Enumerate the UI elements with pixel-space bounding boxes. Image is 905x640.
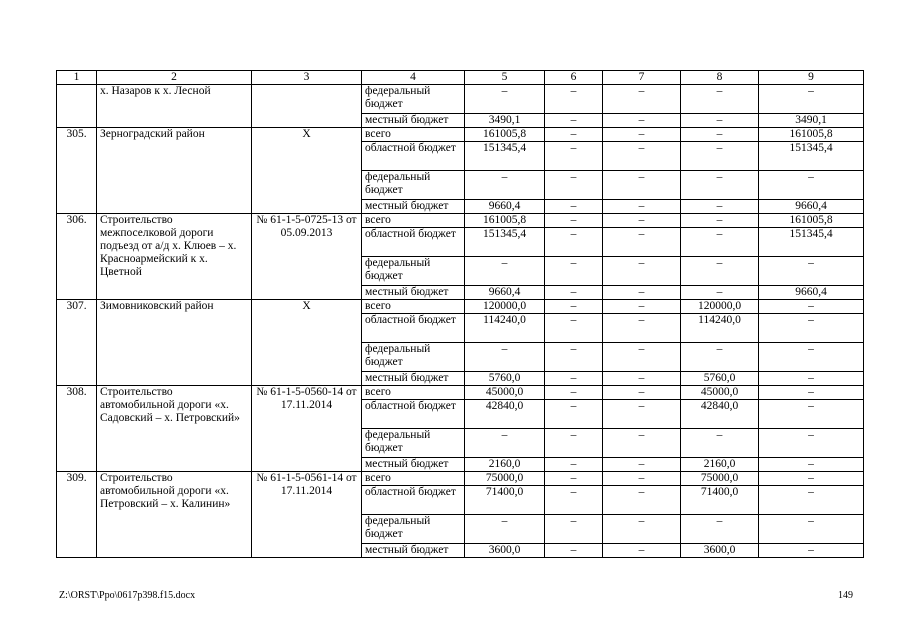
value-cell: – [681, 114, 759, 128]
value-cell: – [545, 472, 603, 486]
value-cell: – [545, 142, 603, 171]
row-number: 305. [57, 128, 97, 214]
funding-source: всего [362, 214, 465, 228]
value-cell: – [545, 372, 603, 386]
row-number: 309. [57, 472, 97, 558]
row-number: 307. [57, 300, 97, 386]
value-cell: – [759, 400, 864, 429]
value-cell: 9660,4 [759, 200, 864, 214]
value-cell: – [759, 85, 864, 114]
value-cell: 151345,4 [759, 142, 864, 171]
value-cell: 42840,0 [465, 400, 545, 429]
value-cell: – [681, 214, 759, 228]
value-cell: – [759, 386, 864, 400]
value-cell: 114240,0 [681, 314, 759, 343]
funding-source: областной бюджет [362, 314, 465, 343]
value-cell: – [603, 300, 681, 314]
value-cell: – [681, 128, 759, 142]
value-cell: 161005,8 [759, 128, 864, 142]
table-row [57, 85, 864, 114]
permit-number: № 61-1-5-0561-14 от 17.11.2014 [252, 472, 362, 558]
col-header: 9 [759, 71, 864, 85]
value-cell: – [545, 400, 603, 429]
value-cell: – [465, 171, 545, 200]
value-cell: – [681, 257, 759, 286]
value-cell: 75000,0 [465, 472, 545, 486]
object-name: х. Назаров к х. Лесной [97, 85, 252, 128]
value-cell: – [545, 458, 603, 472]
value-cell: 9660,4 [759, 286, 864, 300]
row-number: 306. [57, 214, 97, 300]
value-cell: – [603, 386, 681, 400]
value-cell: 3600,0 [465, 544, 545, 558]
permit-number: № 61-1-5-0560-14 от 17.11.2014 [252, 386, 362, 472]
funding-source: всего [362, 300, 465, 314]
value-cell: – [545, 544, 603, 558]
value-cell: – [545, 114, 603, 128]
value-cell: – [603, 429, 681, 458]
value-cell: – [759, 544, 864, 558]
col-header: 2 [97, 71, 252, 85]
funding-source: местный бюджет [362, 286, 465, 300]
value-cell: – [681, 85, 759, 114]
value-cell: – [759, 472, 864, 486]
value-cell: 45000,0 [681, 386, 759, 400]
value-cell: – [759, 486, 864, 515]
value-cell: 114240,0 [465, 314, 545, 343]
funding-source: всего [362, 386, 465, 400]
value-cell: – [603, 200, 681, 214]
value-cell: – [603, 372, 681, 386]
value-cell: – [603, 214, 681, 228]
value-cell: – [681, 200, 759, 214]
value-cell: 42840,0 [681, 400, 759, 429]
value-cell: 5760,0 [465, 372, 545, 386]
value-cell: – [465, 85, 545, 114]
funding-source: областной бюджет [362, 486, 465, 515]
value-cell: – [759, 171, 864, 200]
funding-source: федеральный бюджет [362, 171, 465, 200]
value-cell: – [545, 314, 603, 343]
permit-number [252, 85, 362, 128]
value-cell: – [603, 458, 681, 472]
value-cell: – [545, 429, 603, 458]
header-row [57, 71, 864, 85]
value-cell: – [681, 228, 759, 257]
value-cell: 5760,0 [681, 372, 759, 386]
funding-source: местный бюджет [362, 114, 465, 128]
funding-source: местный бюджет [362, 458, 465, 472]
col-header: 7 [603, 71, 681, 85]
value-cell: 71400,0 [681, 486, 759, 515]
value-cell: – [603, 142, 681, 171]
value-cell: 9660,4 [465, 286, 545, 300]
value-cell: – [465, 343, 545, 372]
value-cell: 45000,0 [465, 386, 545, 400]
value-cell: – [545, 171, 603, 200]
table-row [57, 300, 864, 314]
value-cell: – [465, 257, 545, 286]
value-cell: – [759, 458, 864, 472]
funding-source: федеральный бюджет [362, 343, 465, 372]
col-header: 8 [681, 71, 759, 85]
value-cell: – [603, 472, 681, 486]
permit-number: № 61-1-5-0725-13 от 05.09.2013 [252, 214, 362, 300]
value-cell: – [759, 429, 864, 458]
value-cell: 3600,0 [681, 544, 759, 558]
col-header: 5 [465, 71, 545, 85]
col-header: 6 [545, 71, 603, 85]
value-cell: – [603, 228, 681, 257]
funding-source: всего [362, 472, 465, 486]
value-cell: 9660,4 [465, 200, 545, 214]
table-row [57, 472, 864, 486]
value-cell: 71400,0 [465, 486, 545, 515]
value-cell: – [759, 515, 864, 544]
value-cell: – [681, 286, 759, 300]
funding-source: областной бюджет [362, 142, 465, 171]
table-row [57, 214, 864, 228]
budget-table [56, 70, 864, 558]
permit-number: Х [252, 300, 362, 386]
value-cell: – [465, 429, 545, 458]
funding-source: местный бюджет [362, 544, 465, 558]
value-cell: 151345,4 [465, 142, 545, 171]
value-cell: 120000,0 [681, 300, 759, 314]
row-number: 308. [57, 386, 97, 472]
value-cell: 75000,0 [681, 472, 759, 486]
value-cell: – [603, 343, 681, 372]
value-cell: 151345,4 [465, 228, 545, 257]
value-cell: – [545, 214, 603, 228]
object-name: Строительство автомобильной дороги «х. Петровский – х. Калинин» [97, 472, 252, 558]
value-cell: 161005,8 [465, 214, 545, 228]
funding-source: федеральный бюджет [362, 429, 465, 458]
value-cell: – [545, 286, 603, 300]
value-cell: 120000,0 [465, 300, 545, 314]
table-row [57, 128, 864, 142]
value-cell: – [681, 343, 759, 372]
funding-source: всего [362, 128, 465, 142]
value-cell: – [545, 128, 603, 142]
funding-source: местный бюджет [362, 372, 465, 386]
object-name: Зерноградский район [97, 128, 252, 214]
funding-source: местный бюджет [362, 200, 465, 214]
value-cell: – [603, 314, 681, 343]
funding-source: федеральный бюджет [362, 257, 465, 286]
value-cell: – [681, 171, 759, 200]
value-cell: – [545, 486, 603, 515]
funding-source: областной бюджет [362, 228, 465, 257]
value-cell: – [603, 515, 681, 544]
value-cell: – [603, 128, 681, 142]
object-name: Строительство межпоселковой дороги подъезд от а/д х. Клюев – х. Красноармейский к х. Цветной [97, 214, 252, 300]
value-cell: – [759, 300, 864, 314]
value-cell: 3490,1 [465, 114, 545, 128]
value-cell: – [603, 257, 681, 286]
object-name: Строительство автомобильной дороги «х. Садовский – х. Петровский» [97, 386, 252, 472]
value-cell: – [759, 257, 864, 286]
value-cell: – [545, 343, 603, 372]
object-name: Зимовниковский район [97, 300, 252, 386]
col-header: 3 [252, 71, 362, 85]
value-cell: – [681, 515, 759, 544]
value-cell: – [759, 372, 864, 386]
value-cell: 3490,1 [759, 114, 864, 128]
value-cell: – [545, 386, 603, 400]
funding-source: федеральный бюджет [362, 515, 465, 544]
table-row [57, 386, 864, 400]
value-cell: – [545, 300, 603, 314]
value-cell: 2160,0 [465, 458, 545, 472]
value-cell: – [465, 515, 545, 544]
value-cell: – [545, 515, 603, 544]
value-cell: – [545, 257, 603, 286]
value-cell: 161005,8 [759, 214, 864, 228]
value-cell: – [603, 286, 681, 300]
value-cell: – [603, 486, 681, 515]
col-header: 4 [362, 71, 465, 85]
value-cell: – [603, 114, 681, 128]
funding-source: федеральный бюджет [362, 85, 465, 114]
footer-page-number: 149 [838, 590, 853, 601]
value-cell: – [681, 142, 759, 171]
permit-number: Х [252, 128, 362, 214]
value-cell: 151345,4 [759, 228, 864, 257]
value-cell: – [603, 171, 681, 200]
value-cell: – [545, 85, 603, 114]
value-cell: – [759, 314, 864, 343]
value-cell: – [681, 429, 759, 458]
value-cell: – [603, 85, 681, 114]
value-cell: – [603, 400, 681, 429]
value-cell: 161005,8 [465, 128, 545, 142]
value-cell: – [603, 544, 681, 558]
value-cell: – [759, 343, 864, 372]
value-cell: – [545, 228, 603, 257]
funding-source: областной бюджет [362, 400, 465, 429]
col-header: 1 [57, 71, 97, 85]
value-cell: 2160,0 [681, 458, 759, 472]
value-cell: – [545, 200, 603, 214]
footer-file-path: Z:\ORST\Ppo\0617p398.f15.docx [59, 590, 196, 601]
row-number [57, 85, 97, 128]
